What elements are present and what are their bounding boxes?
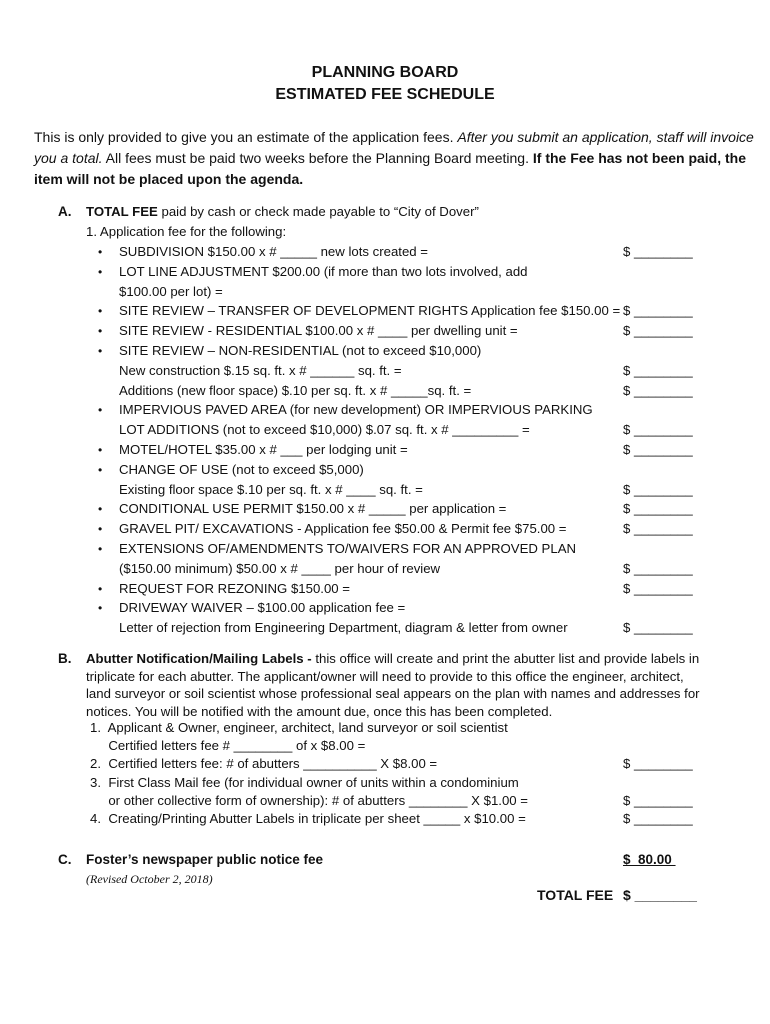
fee-line-text: SITE REVIEW – NON-RESIDENTIAL (not to exceed $10,000) [119,343,482,358]
bullet-icon: • [98,324,103,339]
fee-line-text: EXTENSIONS OF/AMENDMENTS TO/WAIVERS FOR AN APPROVED PLAN [119,541,577,556]
section-a-title: TOTAL FEE [86,204,158,219]
fee-line [0,242,770,262]
bullet-icon: • [98,502,103,517]
fee-line-amount: $ ________ [623,303,693,319]
abutter-fee-line [0,791,770,811]
fee-line-text: New construction $.15 sq. ft. x # ______ sq. ft. = [119,362,402,378]
bullet-icon: • [98,403,103,418]
fee-line [0,480,770,500]
total-fee-amount: $ ________ [623,887,697,903]
section-b-paragraph [86,650,706,720]
fee-line [0,460,770,480]
fee-line-amount: $ ________ [623,501,693,517]
fee-line [0,341,770,361]
bullet-icon: • [98,443,103,457]
fee-line-text: CHANGE OF USE (not to exceed $5,000) [119,461,364,477]
total-fee-label: TOTAL FEE [537,887,614,903]
fee-line [0,618,770,638]
fee-line [0,381,770,401]
fee-line-text: SITE REVIEW - RESIDENTIAL $100.00 x # ____ per dwelling unit = [119,323,518,339]
intro-text: This is only provided to give you an estimate of the application fees. [34,129,454,145]
fee-line-amount: $ ________ [623,362,693,378]
fee-line [0,262,770,282]
revised-date: (Revised October 2, 2018) [86,872,213,886]
fee-line-amount: $ ________ [623,481,693,497]
abutter-fee-line-text: or other collective form of ownership): # of abutters ________ X $1.00 = [90,792,529,808]
fee-line [0,420,770,440]
section-a-heading [86,204,479,219]
abutter-fee-line [0,754,770,774]
section-b-letter: B. [58,651,72,666]
abutter-fee-line-amount: $ ________ [623,792,693,808]
bullet-icon: • [98,462,103,477]
fee-line-text: LOT LINE ADJUSTMENT $200.00 (if more than two lots involved, add [119,263,528,279]
intro-paragraph [34,127,754,190]
section-c-letter: C. [58,852,72,867]
fee-line-text: Letter of rejection from Engineering Department, diagram & letter from owner [119,620,568,636]
bullet-icon: • [98,344,103,358]
fee-line [0,282,770,302]
fee-line-text: IMPERVIOUS PAVED AREA (for new development) OR IMPERVIOUS PARKING [119,402,593,418]
fee-line-amount: $ ________ [623,442,693,457]
section-c-title: Foster’s newspaper public notice fee [86,852,324,867]
section-c-amount: $ 80.00 [623,852,676,867]
fee-line-text: DRIVEWAY WAIVER – $100.00 application fee = [119,600,406,616]
bullet-icon: • [98,264,103,279]
fee-line [0,598,770,618]
bullet-icon: • [98,542,103,556]
fee-line-text: SITE REVIEW – TRANSFER OF DEVELOPMENT RIGHTS Application fee $150.00 = [119,303,621,319]
abutter-fee-line-text: 1. Applicant & Owner, engineer, architect, land surveyor or soil scientist [90,720,508,735]
section-a-sub: 1. Application fee for the following: [86,224,287,239]
page-title-line1: PLANNING BOARD [311,64,459,81]
fee-line-amount: $ ________ [623,521,693,537]
fee-line [0,499,770,519]
fee-line [0,400,770,420]
section-b-text: this office will create and print the abutter list and provide labels in triplicate for each abutter. The applicant/owner will need to provide to this office the engineer, architect, land surveyor or soil scientist whose professional seal appears on the plan with names and addresses for notices. You will be notified with the amount due, once this has been completed. [86,651,700,719]
bullet-icon: • [98,601,103,616]
abutter-fee-line-text: Certified letters fee # ________ of x $8.00 = [90,738,366,754]
fee-line [0,440,770,460]
fee-line [0,301,770,321]
intro-bold-warning: If the Fee has not been paid, the item will not be placed upon the agenda. [34,150,747,187]
abutter-fee-line [0,773,770,793]
fee-line-text: SUBDIVISION $150.00 x # _____ new lots created = [119,244,428,259]
abutter-fee-line [0,809,770,829]
abutter-fee-line-text: 4. Creating/Printing Abutter Labels in triplicate per sheet _____ x $10.00 = [90,811,526,826]
fee-line-text: $100.00 per lot) = [119,283,223,299]
fee-line-amount: $ ________ [623,580,693,596]
abutter-fee-line-amount: $ ________ [623,756,693,772]
abutter-fee-line-text: 2. Certified letters fee: # of abutters __________ X $8.00 = [90,756,438,772]
fee-line-amount: $ ________ [623,422,693,438]
bullet-icon: • [98,522,103,537]
fee-line [0,361,770,381]
section-a-subtitle: paid by cash or check made payable to “City of Dover” [161,204,479,219]
fee-line-amount: $ ________ [623,620,693,636]
bullet-icon: • [98,245,103,259]
fee-line [0,559,770,579]
fee-line-text: REQUEST FOR REZONING $150.00 = [119,580,350,596]
fee-line-text: LOT ADDITIONS (not to exceed $10,000) $.07 sq. ft. x # _________ = [119,422,530,438]
section-a-letter: A. [58,204,72,219]
fee-line-text: Additions (new floor space) $.10 per sq. ft. x # _____sq. ft. = [119,382,472,398]
fee-line-amount: $ ________ [623,382,693,398]
fee-line-text: Existing floor space $.10 per sq. ft. x # ____ sq. ft. = [119,481,423,497]
abutter-fee-line [0,736,770,756]
intro-text-2: All fees must be paid two weeks before the Planning Board meeting. [105,150,529,166]
intro-italic-text: After you submit an application, staff will invoice you a total. [34,129,754,166]
fee-line-text: GRAVEL PIT/ EXCAVATIONS - Application fee $50.00 & Permit fee $75.00 = [119,521,567,537]
fee-line-amount: $ ________ [623,323,693,339]
fee-line-amount: $ ________ [623,244,693,259]
fee-line-text: MOTEL/HOTEL $35.00 x # ___ per lodging unit = [119,442,408,457]
fee-line [0,321,770,341]
section-b-title: Abutter Notification/Mailing Labels - [86,651,312,666]
fee-line [0,519,770,539]
bullet-icon: • [98,304,103,319]
abutter-fee-line-amount: $ ________ [623,811,693,826]
page-title-line2: ESTIMATED FEE SCHEDULE [275,86,495,103]
bullet-icon: • [98,581,103,596]
fee-line-amount: $ ________ [623,560,693,576]
abutter-fee-line [0,718,770,738]
abutter-fee-line-text: 3. First Class Mail fee (for individual owner of units within a condominium [90,774,519,790]
fee-line-text: ($150.00 minimum) $50.00 x # ____ per hour of review [119,560,441,576]
fee-line [0,579,770,599]
fee-line-text: CONDITIONAL USE PERMIT $150.00 x # _____ per application = [119,501,507,517]
fee-line [0,539,770,559]
